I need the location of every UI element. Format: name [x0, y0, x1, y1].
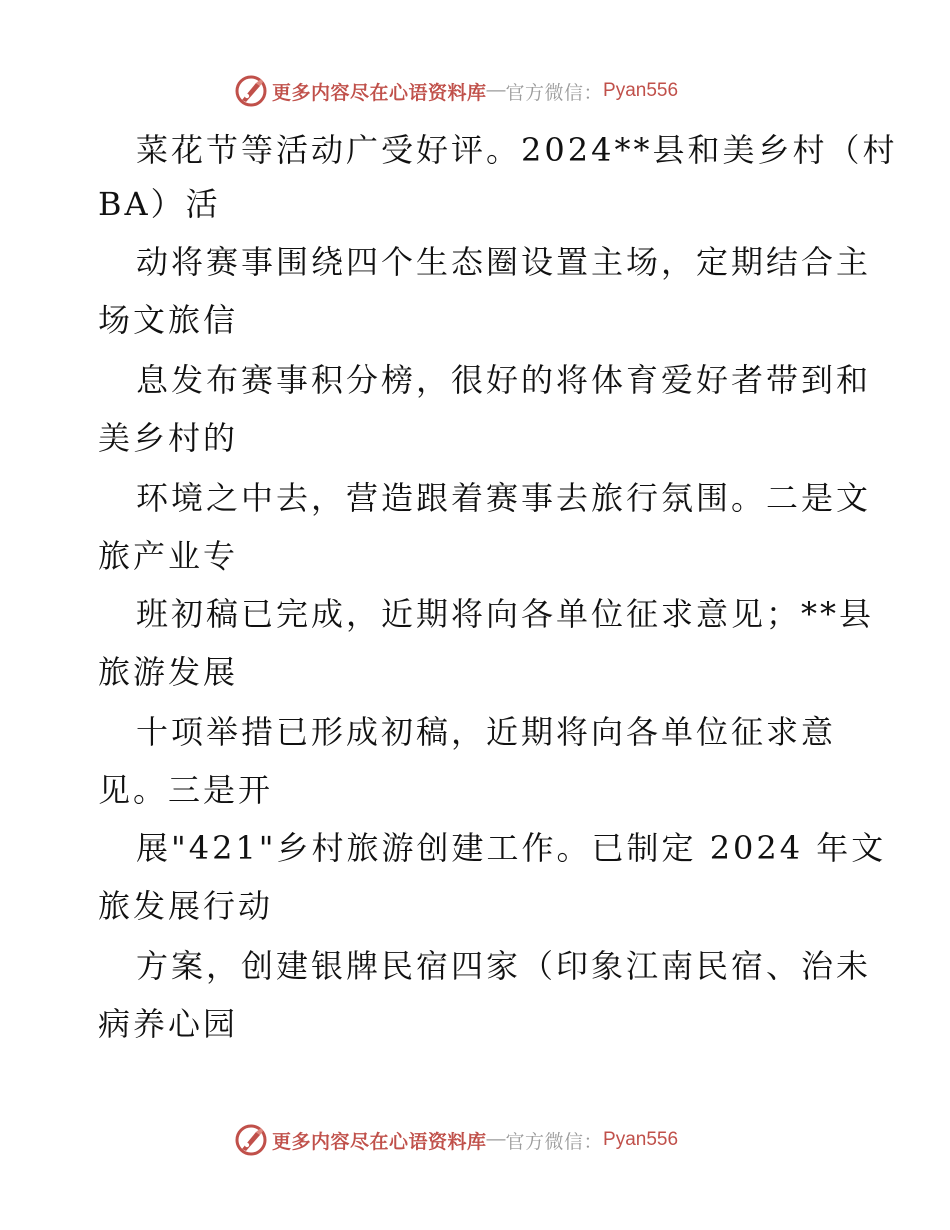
- watermark-dash: —: [486, 80, 506, 101]
- text-line: 旅产业专: [98, 537, 239, 575]
- watermark-label: 官方微信：: [505, 1130, 604, 1153]
- text-line: 展"421"乡村旅游创建工作。已制定 2024 年文: [136, 829, 887, 867]
- text-line: 场文旅信: [98, 301, 239, 339]
- text-line: 环境之中去，营造跟着赛事去旅行氛围。二是文: [136, 479, 872, 517]
- text-line: 旅发展行动: [98, 887, 274, 925]
- text-line: 息发布赛事积分榜，很好的将体育爱好者带到和: [136, 361, 872, 399]
- watermark-dash: —: [486, 1129, 506, 1150]
- text-line: 见。三是开: [98, 771, 274, 809]
- red-quill-logo-icon: [234, 1123, 268, 1157]
- watermark-label: 官方微信：: [505, 81, 604, 104]
- text-line: BA）活: [98, 185, 221, 223]
- footer-watermark: [234, 1122, 754, 1158]
- text-line: 方案，创建银牌民宿四家（印象江南民宿、治未: [136, 947, 872, 985]
- text-line: 美乡村的: [98, 419, 239, 457]
- watermark-id: Pyan556: [603, 80, 679, 101]
- header-watermark: [234, 73, 754, 109]
- text-line: 班初稿已完成，近期将向各单位征求意见；**县: [136, 595, 875, 633]
- text-line: 菜花节等活动广受好评。2024**县和美乡村（村: [136, 131, 898, 169]
- text-line: 旅游发展: [98, 653, 239, 691]
- watermark-id: Pyan556: [603, 1129, 679, 1150]
- text-line: 动将赛事围绕四个生态圈设置主场，定期结合主: [136, 243, 872, 281]
- text-line: 病养心园: [98, 1005, 239, 1043]
- red-quill-logo-icon: [234, 74, 268, 108]
- watermark-brand-text: 更多内容尽在心语资料库: [272, 1130, 487, 1153]
- text-line: 十项举措已形成初稿，近期将向各单位征求意: [136, 713, 837, 751]
- watermark-brand-text: 更多内容尽在心语资料库: [272, 81, 487, 104]
